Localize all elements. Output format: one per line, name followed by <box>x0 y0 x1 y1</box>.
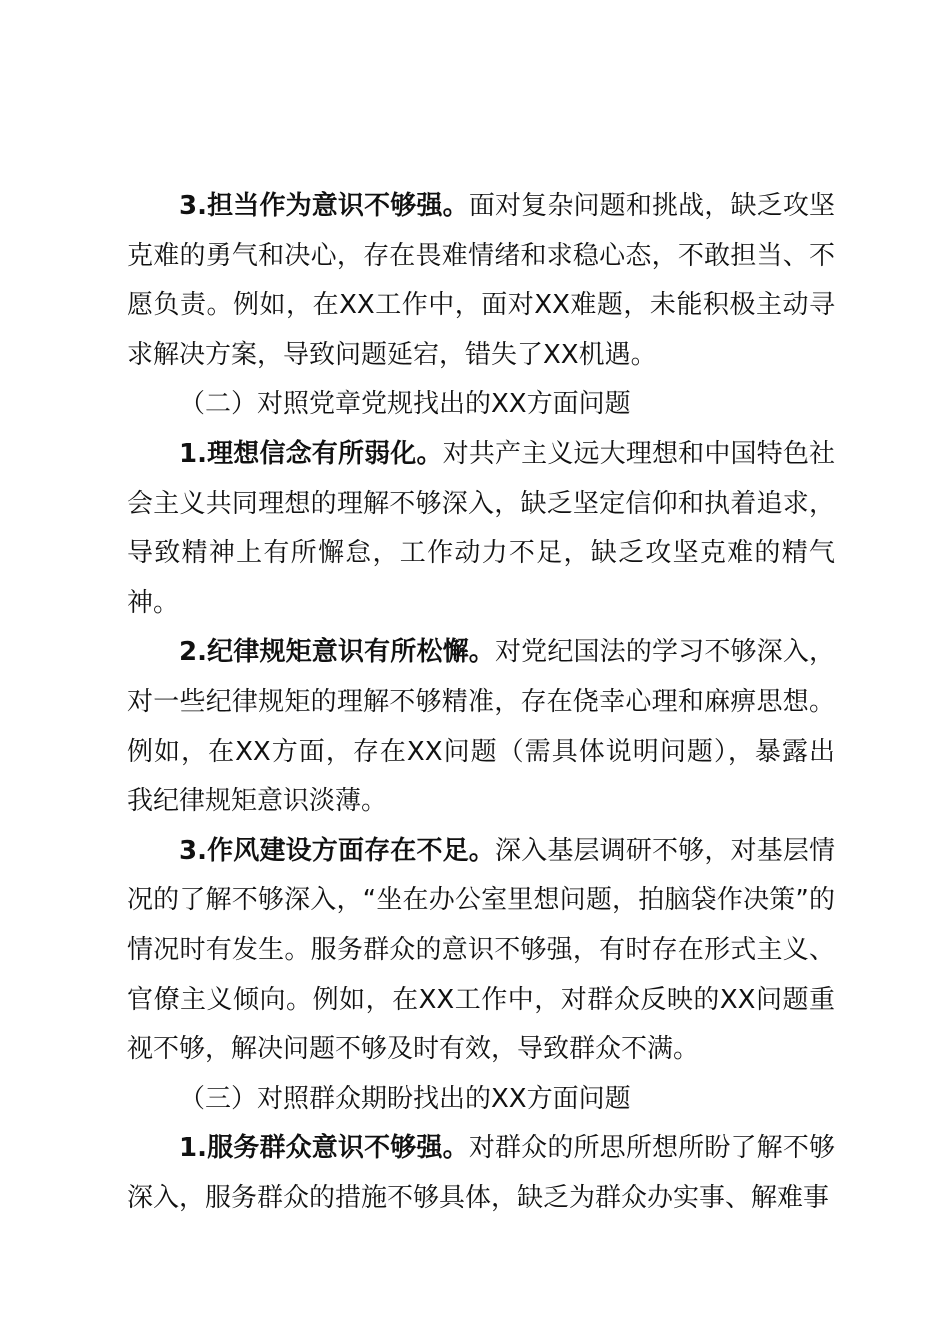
section-heading-text: （三）对照群众期盼找出的XX方面问题 <box>179 1083 631 1114</box>
paragraph-issue-1-service <box>127 1124 835 1223</box>
paragraph-text: 深入基层调研不够，对基层情况的了解不够深入，“坐在办公室里想问题，拍脑袋作决策”的情况时有发生。服务群众的意识不够强，有时存在形式主义、官僚主义倾向。例如，在XX工作中，对群众反映的XX问题重视不够，解决问题不够及时有效，导致群众不满。 <box>127 835 835 1065</box>
paragraph-text: 面对复杂问题和挑战，缺乏攻坚克难的勇气和决心，存在畏难情绪和求稳心态，不敢担当、不愿负责。例如，在XX工作中，面对XX难题，未能积极主动寻求解决方案，导致问题延宕，错失了XX机遇。 <box>127 191 835 370</box>
paragraph-heading: 3.担当作为意识不够强。 <box>179 191 469 221</box>
paragraph-text: 对群众的所思所想所盼了解不够深入，服务群众的措施不够具体，缺乏为群众办实事、解难事 <box>127 1133 835 1213</box>
paragraph-issue-1-ideals <box>127 430 835 628</box>
paragraph-text: 对共产主义远大理想和中国特色社会主义共同理想的理解不够深入，缺乏坚定信仰和执着追求，导致精神上有所懈怠，工作动力不足，缺乏攻坚克难的精气神。 <box>127 438 835 618</box>
paragraph-issue-2-discipline <box>127 628 835 826</box>
paragraph-heading: 2.纪律规矩意识有所松懈。 <box>179 637 495 668</box>
section-heading-public-expectations <box>127 1075 835 1125</box>
paragraph-issue-3-work-style <box>127 827 835 1075</box>
section-heading-text: （二）对照党章党规找出的XX方面问题 <box>179 389 631 420</box>
paragraph-text: 对党纪国法的学习不够深入，对一些纪律规矩的理解不够精准，存在侥幸心理和麻痹思想。例如，在XX方面，存在XX问题（需具体说明问题），暴露出我纪律规矩意识淡薄。 <box>127 637 835 817</box>
section-heading-party-constitution <box>127 380 835 430</box>
paragraph-heading: 3.作风建设方面存在不足。 <box>179 835 495 866</box>
paragraph-heading: 1.理想信念有所弱化。 <box>179 438 443 469</box>
paragraph-issue-3-responsibility <box>127 182 835 380</box>
paragraph-heading: 1.服务群众意识不够强。 <box>179 1133 469 1164</box>
document-body <box>127 182 835 1223</box>
